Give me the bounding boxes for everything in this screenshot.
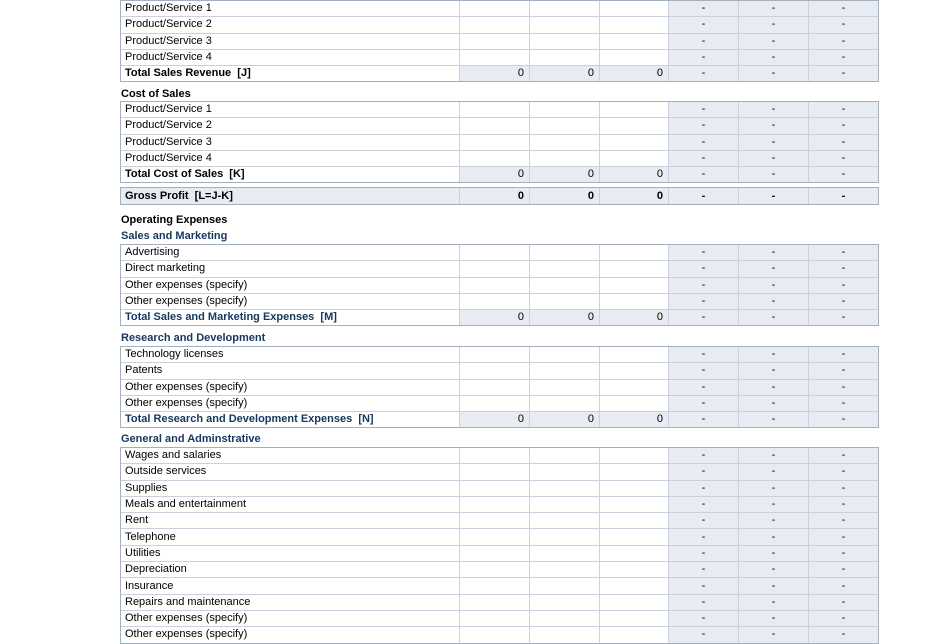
- calc-cell: -: [738, 513, 808, 528]
- input-cell[interactable]: [529, 17, 599, 32]
- calc-cell: -: [738, 578, 808, 593]
- calc-cell: -: [808, 481, 878, 496]
- calc-cell: -: [808, 50, 878, 65]
- input-cell[interactable]: [599, 261, 668, 276]
- calc-cell: -: [808, 135, 878, 150]
- input-cell[interactable]: [529, 261, 599, 276]
- calc-cell: -: [808, 396, 878, 411]
- calc-cell: -: [668, 245, 738, 260]
- total-value-cell: 0: [599, 167, 668, 182]
- calc-cell: -: [738, 448, 808, 463]
- row-label-cell[interactable]: Advertising: [125, 246, 180, 259]
- table-row: [121, 102, 878, 117]
- input-cell[interactable]: [529, 151, 599, 166]
- total-value-cell: 0: [529, 188, 599, 204]
- table-general-and-administrative: [120, 447, 879, 644]
- table-row: [121, 117, 878, 133]
- input-cell[interactable]: [599, 278, 668, 293]
- table-row: [121, 561, 878, 577]
- calc-cell: -: [808, 529, 878, 544]
- input-cell[interactable]: [459, 1, 529, 16]
- table-row: [121, 65, 878, 81]
- calc-cell: -: [808, 278, 878, 293]
- calc-cell: -: [808, 595, 878, 610]
- input-cell[interactable]: [599, 464, 668, 479]
- table-research-and-development: [120, 346, 879, 428]
- table-row: [121, 362, 878, 378]
- calc-cell: -: [668, 464, 738, 479]
- calc-cell: -: [668, 481, 738, 496]
- table-row: [121, 463, 878, 479]
- input-cell[interactable]: [599, 135, 668, 150]
- input-cell[interactable]: [529, 611, 599, 626]
- input-cell[interactable]: [529, 118, 599, 133]
- section-heading-general-and-administrative: General and Adminstrative: [121, 433, 261, 445]
- input-cell[interactable]: [459, 448, 529, 463]
- input-cell[interactable]: [599, 611, 668, 626]
- calc-cell: -: [668, 497, 738, 512]
- input-cell[interactable]: [459, 151, 529, 166]
- table-row: [121, 347, 878, 362]
- calc-cell: -: [738, 167, 808, 182]
- calc-cell: -: [668, 627, 738, 642]
- calc-cell: -: [668, 50, 738, 65]
- calc-cell: -: [738, 412, 808, 427]
- section-heading-sales-and-marketing: Sales and Marketing: [121, 229, 228, 242]
- calc-cell: -: [808, 412, 878, 427]
- table-row: [121, 545, 878, 561]
- input-cell[interactable]: [459, 135, 529, 150]
- calc-cell: -: [668, 513, 738, 528]
- calc-cell: -: [668, 448, 738, 463]
- table-row: [121, 512, 878, 528]
- input-cell[interactable]: [459, 278, 529, 293]
- input-cell[interactable]: [599, 380, 668, 395]
- input-cell[interactable]: [529, 546, 599, 561]
- input-cell[interactable]: [459, 611, 529, 626]
- input-cell[interactable]: [529, 380, 599, 395]
- input-cell[interactable]: [529, 1, 599, 16]
- input-cell[interactable]: [599, 627, 668, 642]
- calc-cell: -: [668, 347, 738, 362]
- input-cell[interactable]: [529, 50, 599, 65]
- table-row: [121, 166, 878, 182]
- calc-cell: -: [738, 595, 808, 610]
- calc-cell: -: [808, 102, 878, 117]
- row-label-cell[interactable]: Outside services: [125, 465, 207, 478]
- input-cell[interactable]: [459, 481, 529, 496]
- calc-cell: -: [668, 412, 738, 427]
- table-row: [121, 528, 878, 544]
- table-row: [121, 150, 878, 166]
- calc-cell: -: [668, 380, 738, 395]
- input-cell[interactable]: [599, 595, 668, 610]
- total-value-cell: 0: [459, 310, 529, 325]
- total-value-cell: 0: [599, 310, 668, 325]
- row-label-cell: Gross Profit [L=J-K]: [121, 188, 459, 204]
- calc-cell: -: [808, 118, 878, 133]
- row-label-cell[interactable]: Direct marketing: [125, 262, 206, 275]
- input-cell[interactable]: [459, 380, 529, 395]
- table-row: [121, 309, 878, 325]
- row-label-cell[interactable]: Meals and entertainment: [125, 498, 247, 511]
- input-cell[interactable]: [529, 627, 599, 642]
- row-label-cell[interactable]: Product/Service 2: [125, 119, 212, 132]
- input-cell[interactable]: [459, 50, 529, 65]
- calc-cell: -: [808, 611, 878, 626]
- calc-cell: -: [808, 151, 878, 166]
- calc-cell: -: [738, 261, 808, 276]
- total-value-cell: 0: [529, 310, 599, 325]
- calc-cell: -: [738, 278, 808, 293]
- calc-cell: -: [668, 595, 738, 610]
- input-cell[interactable]: [599, 448, 668, 463]
- calc-cell: -: [668, 261, 738, 276]
- calc-cell: -: [738, 464, 808, 479]
- total-value-cell: 0: [599, 66, 668, 81]
- calc-cell: -: [738, 17, 808, 32]
- calc-cell: -: [738, 546, 808, 561]
- input-cell[interactable]: [599, 102, 668, 117]
- input-cell[interactable]: [459, 595, 529, 610]
- table-row: [121, 610, 878, 626]
- input-cell[interactable]: [529, 448, 599, 463]
- input-cell[interactable]: [459, 529, 529, 544]
- row-label-cell[interactable]: Other expenses (specify): [125, 628, 248, 641]
- calc-cell: -: [808, 513, 878, 528]
- calc-cell: -: [738, 497, 808, 512]
- table-row: [121, 293, 878, 309]
- input-cell[interactable]: [459, 627, 529, 642]
- calc-cell: -: [808, 363, 878, 378]
- calc-cell: -: [808, 261, 878, 276]
- calc-cell: -: [668, 188, 738, 204]
- input-cell[interactable]: [599, 245, 668, 260]
- calc-cell: -: [668, 310, 738, 325]
- input-cell[interactable]: [529, 396, 599, 411]
- table-row: [121, 277, 878, 293]
- row-label-cell[interactable]: Product/Service 1: [125, 2, 212, 15]
- calc-cell: -: [808, 66, 878, 81]
- calc-cell: -: [668, 17, 738, 32]
- input-cell[interactable]: [459, 34, 529, 49]
- input-cell[interactable]: [599, 529, 668, 544]
- input-cell[interactable]: [599, 118, 668, 133]
- calc-cell: -: [668, 118, 738, 133]
- table-row: [121, 260, 878, 276]
- table-sales-revenue: [120, 0, 879, 82]
- input-cell[interactable]: [459, 464, 529, 479]
- input-cell[interactable]: [459, 578, 529, 593]
- table-row: [121, 626, 878, 642]
- input-cell[interactable]: [459, 513, 529, 528]
- calc-cell: -: [738, 294, 808, 309]
- input-cell[interactable]: [459, 363, 529, 378]
- input-cell[interactable]: [529, 529, 599, 544]
- input-cell[interactable]: [459, 17, 529, 32]
- input-cell[interactable]: [529, 34, 599, 49]
- input-cell[interactable]: [529, 102, 599, 117]
- total-value-cell: 0: [599, 188, 668, 204]
- calc-cell: -: [668, 1, 738, 16]
- table-row: [121, 49, 878, 65]
- calc-cell: -: [808, 188, 878, 204]
- calc-cell: -: [668, 102, 738, 117]
- total-value-cell: 0: [459, 188, 529, 204]
- calc-cell: -: [668, 546, 738, 561]
- row-label-cell[interactable]: Repairs and maintenance: [125, 595, 251, 608]
- row-label-cell: Total Sales Revenue [J]: [125, 67, 251, 80]
- input-cell[interactable]: [529, 347, 599, 362]
- input-cell[interactable]: [599, 17, 668, 32]
- row-label-cell[interactable]: Other expenses (specify): [125, 295, 248, 308]
- input-cell[interactable]: [599, 497, 668, 512]
- row-label-cell[interactable]: Patents: [125, 364, 163, 377]
- input-cell[interactable]: [459, 245, 529, 260]
- calc-cell: -: [738, 562, 808, 577]
- calc-cell: -: [668, 278, 738, 293]
- calc-cell: -: [668, 135, 738, 150]
- input-cell[interactable]: [599, 396, 668, 411]
- input-cell[interactable]: [599, 481, 668, 496]
- calc-cell: -: [738, 102, 808, 117]
- row-label-cell[interactable]: Other expenses (specify): [125, 278, 248, 291]
- calc-cell: -: [808, 310, 878, 325]
- input-cell[interactable]: [529, 245, 599, 260]
- total-value-cell: 0: [529, 66, 599, 81]
- input-cell[interactable]: [459, 347, 529, 362]
- row-label-cell[interactable]: Product/Service 1: [125, 103, 212, 116]
- calc-cell: -: [808, 245, 878, 260]
- input-cell[interactable]: [599, 1, 668, 16]
- input-cell[interactable]: [529, 278, 599, 293]
- row-label-cell[interactable]: Rent: [125, 514, 149, 527]
- input-cell[interactable]: [599, 578, 668, 593]
- section-heading-research-and-development: Research and Development: [121, 331, 266, 344]
- section-heading-cost-of-sales: Cost of Sales: [121, 87, 191, 100]
- input-cell[interactable]: [529, 294, 599, 309]
- calc-cell: -: [668, 611, 738, 626]
- input-cell[interactable]: [529, 578, 599, 593]
- calc-cell: -: [738, 529, 808, 544]
- calc-cell: -: [808, 562, 878, 577]
- table-row: [121, 245, 878, 260]
- row-label-cell: Total Cost of Sales [K]: [125, 168, 245, 181]
- row-label-cell[interactable]: Supplies: [125, 481, 168, 494]
- input-cell[interactable]: [459, 102, 529, 117]
- total-value-cell: 0: [529, 167, 599, 182]
- row-label-cell[interactable]: Depreciation: [125, 563, 187, 576]
- row-label-cell[interactable]: Product/Service 4: [125, 51, 212, 64]
- input-cell[interactable]: [599, 151, 668, 166]
- table-row: [121, 448, 878, 463]
- row-label-cell[interactable]: Other expenses (specify): [125, 397, 248, 410]
- row-label-cell[interactable]: Product/Service 3: [125, 135, 212, 148]
- row-label-cell[interactable]: Product/Service 4: [125, 152, 212, 165]
- calc-cell: -: [808, 627, 878, 642]
- input-cell[interactable]: [529, 481, 599, 496]
- calc-cell: -: [738, 50, 808, 65]
- calc-cell: -: [808, 1, 878, 16]
- table-row: [121, 1, 878, 16]
- row-label-cell[interactable]: Product/Service 2: [125, 18, 212, 31]
- row-label-cell[interactable]: Other expenses (specify): [125, 612, 248, 625]
- calc-cell: -: [738, 34, 808, 49]
- calc-cell: -: [738, 66, 808, 81]
- input-cell[interactable]: [459, 118, 529, 133]
- calc-cell: -: [668, 578, 738, 593]
- row-label-cell[interactable]: Technology licenses: [125, 348, 224, 361]
- calc-cell: -: [808, 294, 878, 309]
- table-row: [121, 188, 878, 204]
- input-cell[interactable]: [599, 347, 668, 362]
- input-cell[interactable]: [529, 513, 599, 528]
- input-cell[interactable]: [599, 34, 668, 49]
- table-row: [121, 379, 878, 395]
- calc-cell: -: [668, 363, 738, 378]
- table-gross-profit: [120, 187, 879, 205]
- input-cell[interactable]: [529, 595, 599, 610]
- calc-cell: -: [738, 135, 808, 150]
- row-label-cell: Total Sales and Marketing Expenses [M]: [125, 311, 337, 324]
- table-cost-of-sales: [120, 101, 879, 183]
- input-cell[interactable]: [529, 363, 599, 378]
- input-cell[interactable]: [459, 261, 529, 276]
- calc-cell: -: [738, 363, 808, 378]
- calc-cell: -: [738, 347, 808, 362]
- calc-cell: -: [808, 17, 878, 32]
- table-row: [121, 16, 878, 32]
- input-cell[interactable]: [599, 513, 668, 528]
- calc-cell: -: [668, 34, 738, 49]
- total-value-cell: 0: [459, 412, 529, 427]
- calc-cell: -: [668, 529, 738, 544]
- section-heading-operating-expenses: Operating Expenses: [121, 214, 228, 226]
- calc-cell: -: [668, 562, 738, 577]
- total-value-cell: 0: [529, 412, 599, 427]
- input-cell[interactable]: [459, 396, 529, 411]
- input-cell[interactable]: [529, 135, 599, 150]
- table-sales-and-marketing: [120, 244, 879, 326]
- input-cell[interactable]: [599, 546, 668, 561]
- calc-cell: -: [808, 448, 878, 463]
- input-cell[interactable]: [459, 562, 529, 577]
- total-value-cell: 0: [599, 412, 668, 427]
- row-label-cell[interactable]: Utilities: [125, 546, 161, 559]
- calc-cell: -: [738, 188, 808, 204]
- calc-cell: -: [738, 1, 808, 16]
- input-cell[interactable]: [459, 294, 529, 309]
- total-value-cell: 0: [459, 167, 529, 182]
- calc-cell: -: [738, 118, 808, 133]
- input-cell[interactable]: [529, 562, 599, 577]
- calc-cell: -: [668, 151, 738, 166]
- table-row: [121, 134, 878, 150]
- row-label-cell[interactable]: Insurance: [125, 579, 174, 592]
- row-label-cell: Total Research and Development Expenses [N]: [125, 413, 374, 426]
- input-cell[interactable]: [599, 363, 668, 378]
- calc-cell: -: [668, 294, 738, 309]
- row-label-cell[interactable]: Other expenses (specify): [125, 380, 248, 393]
- calc-cell: -: [808, 34, 878, 49]
- calc-cell: -: [738, 310, 808, 325]
- row-label-cell[interactable]: Telephone: [125, 530, 176, 543]
- row-label-cell[interactable]: Wages and salaries: [125, 449, 222, 462]
- table-row: [121, 577, 878, 593]
- calc-cell: -: [738, 627, 808, 642]
- table-row: [121, 480, 878, 496]
- calc-cell: -: [808, 546, 878, 561]
- calc-cell: -: [808, 347, 878, 362]
- calc-cell: -: [808, 380, 878, 395]
- calc-cell: -: [808, 464, 878, 479]
- input-cell[interactable]: [459, 546, 529, 561]
- calc-cell: -: [808, 497, 878, 512]
- input-cell[interactable]: [529, 497, 599, 512]
- calc-cell: -: [738, 151, 808, 166]
- calc-cell: -: [808, 578, 878, 593]
- calc-cell: -: [668, 66, 738, 81]
- input-cell[interactable]: [459, 497, 529, 512]
- total-value-cell: 0: [459, 66, 529, 81]
- row-label-cell[interactable]: Product/Service 3: [125, 34, 212, 47]
- table-row: [121, 594, 878, 610]
- calc-cell: -: [668, 167, 738, 182]
- table-row: [121, 411, 878, 427]
- calc-cell: -: [738, 245, 808, 260]
- table-row: [121, 496, 878, 512]
- calc-cell: -: [738, 380, 808, 395]
- calc-cell: -: [738, 396, 808, 411]
- input-cell[interactable]: [599, 50, 668, 65]
- calc-cell: -: [738, 611, 808, 626]
- input-cell[interactable]: [599, 562, 668, 577]
- table-row: [121, 395, 878, 411]
- calc-cell: -: [668, 396, 738, 411]
- input-cell[interactable]: [599, 294, 668, 309]
- table-row: [121, 33, 878, 49]
- calc-cell: -: [738, 481, 808, 496]
- input-cell[interactable]: [529, 464, 599, 479]
- calc-cell: -: [808, 167, 878, 182]
